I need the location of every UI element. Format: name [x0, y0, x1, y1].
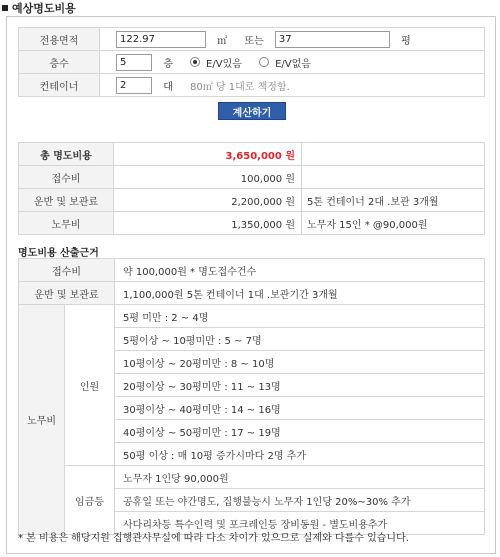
basis-people-label: 인원 [65, 305, 115, 466]
calculate-button[interactable]: 계산하기 [218, 102, 286, 120]
labor-fee-value: 1,350,000 원 [114, 212, 302, 235]
basis-reception-label: 접수비 [19, 259, 115, 282]
footnote: * 본 비용은 해당지원 집행관사무실에 따라 다소 차이가 있으므로 실제와 다를수 있습니다. [18, 533, 409, 544]
pyeong-unit: 평 [401, 35, 411, 47]
or-label: 또는 [244, 35, 264, 47]
total-label: 총 명도비용 [19, 143, 114, 166]
basis-wage-label: 임금등 [65, 466, 115, 535]
transport-fee-label: 운반 및 보관료 [19, 189, 114, 212]
total-value: 3,650,000 원 [114, 143, 302, 166]
square-bullet-icon [2, 5, 8, 11]
basis-reception-text: 약 100,000원 * 명도접수건수 [115, 259, 485, 282]
result-table [18, 142, 485, 235]
basis-transport-label: 운반 및 보관료 [19, 282, 115, 305]
input-form-table [18, 27, 485, 97]
basis-transport-text: 1,100,000원 5톤 컨테이너 1대 .보관기간 3개월 [115, 282, 485, 305]
people-row: 50평 이상 : 매 10평 증가시마다 2명 추가 [115, 443, 485, 466]
calculator-panel [6, 16, 496, 554]
section-title-text: 예상명도비용 [12, 2, 76, 15]
transport-fee-remark: 5톤 컨테이너 2대 .보관 3개월 [302, 189, 485, 212]
container-input[interactable]: 2 [116, 77, 152, 94]
reception-fee-label: 접수비 [19, 166, 114, 189]
area-input[interactable]: 122.97 [116, 31, 206, 48]
basis-labor-label: 노무비 [19, 305, 65, 535]
ev-yes-radio[interactable] [190, 57, 200, 67]
reception-fee-value: 100,000 원 [114, 166, 302, 189]
people-row: 5평이상 ~ 10평미만 : 5 ~ 7명 [115, 328, 485, 351]
area-label: 전용면적 [19, 28, 100, 51]
basis-table [18, 258, 485, 535]
container-unit: 대 [163, 81, 173, 93]
transport-fee-value: 2,200,000 원 [114, 189, 302, 212]
people-row: 30평이상 ~ 40평미만 : 14 ~ 16명 [115, 397, 485, 420]
section-title [2, 1, 76, 15]
wage-row: 노무자 1인당 90,000원 [115, 466, 485, 489]
container-note: 80㎡ 당 1대로 책정함. [190, 81, 290, 93]
people-row: 20평이상 ~ 30평미만 : 11 ~ 13명 [115, 374, 485, 397]
reception-fee-remark [302, 166, 485, 189]
ev-no-radio[interactable] [259, 57, 269, 67]
people-row: 40평이상 ~ 50평미만 : 17 ~ 19명 [115, 420, 485, 443]
total-remark [302, 143, 485, 166]
area-unit: ㎡ [217, 35, 228, 47]
labor-fee-remark: 노무자 15인 * @90,000원 [302, 212, 485, 235]
people-row: 10평이상 ~ 20평미만 : 8 ~ 10명 [115, 351, 485, 374]
pyeong-input[interactable]: 37 [275, 31, 390, 48]
floor-input[interactable]: 5 [116, 54, 152, 71]
floor-unit: 층 [163, 58, 173, 70]
wage-row: 공휴일 또는 야간명도, 집행불능시 노무자 1인당 20%~30% 추가 [115, 489, 485, 512]
ev-no-label: E/V없음 [275, 58, 311, 70]
people-row: 5평 미만 : 2 ~ 4명 [115, 305, 485, 328]
floor-label: 층수 [19, 51, 100, 74]
wage-row: 사다리차등 특수인력 및 포크레인등 장비동원 - 별도비용추가 [115, 512, 485, 535]
container-label: 컨테이너 [19, 74, 100, 97]
basis-title: 명도비용 산출근거 [18, 248, 99, 259]
labor-fee-label: 노무비 [19, 212, 114, 235]
ev-yes-label: E/V있음 [206, 58, 242, 70]
